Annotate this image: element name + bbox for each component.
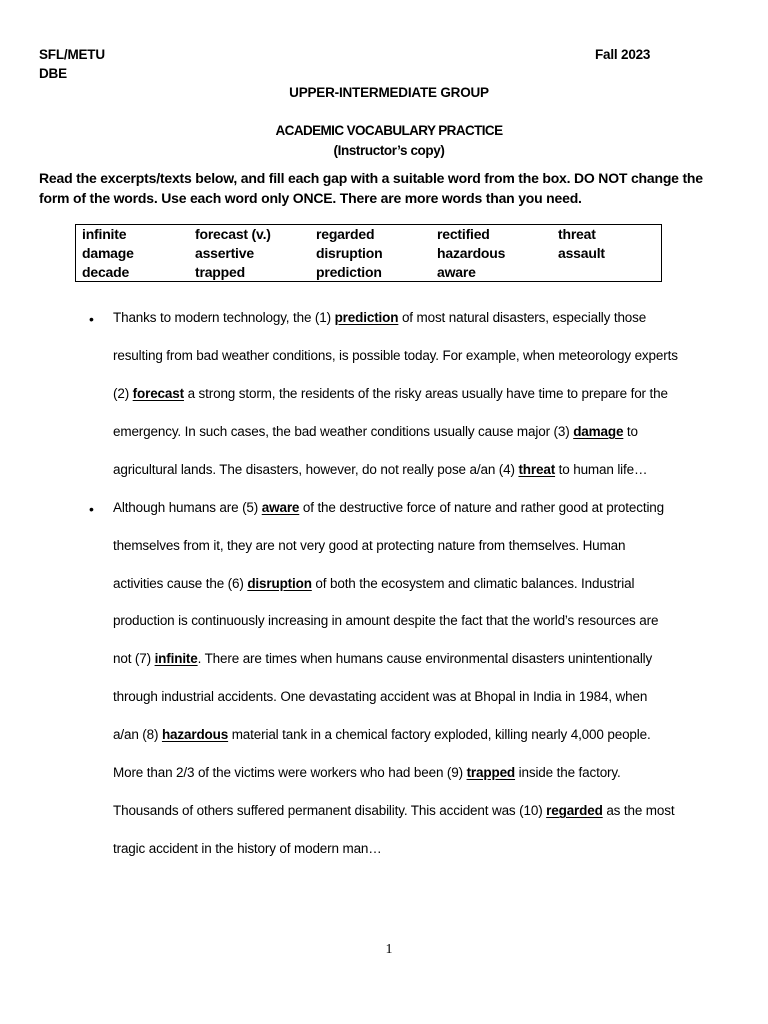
paragraph-line: (2) forecast a strong storm, the residents of the risky areas usually have time to prepare for the [113, 386, 668, 401]
paragraph-line: Thanks to modern technology, the (1) prediction of most natural disasters, especially those [113, 310, 647, 325]
word-box [75, 224, 662, 282]
word-box-word: threat [558, 226, 596, 242]
answer-word: trapped [466, 765, 516, 780]
paragraph-line: not (7) infinite. There are times when humans cause environmental disasters unintentionally [113, 651, 653, 666]
word-box-word: prediction [316, 264, 382, 280]
paragraph-line: agricultural lands. The disasters, however, do not really pose a/an (4) threat to human life… [113, 462, 648, 477]
word-box-word: infinite [82, 226, 127, 242]
word-box-word: assault [558, 245, 605, 261]
paragraph-line: resulting from bad weather conditions, is possible today. For example, when meteorology experts [113, 348, 678, 363]
word-box-word: forecast (v.) [195, 226, 271, 242]
page-subtitle: (Instructor’s copy) [333, 143, 445, 158]
page-number: 1 [385, 942, 393, 957]
word-box-word: disruption [316, 245, 383, 261]
paragraph-line: emergency. In such cases, the bad weather conditions usually cause major (3) damage to [113, 424, 638, 439]
answer-word: regarded [546, 803, 603, 818]
group-heading: UPPER-INTERMEDIATE GROUP [289, 85, 489, 100]
paragraph-line: production is continuously increasing in amount despite the fact that the world’s resources are [113, 613, 659, 628]
answer-word: prediction [334, 310, 399, 325]
word-box-word: regarded [316, 226, 375, 242]
answer-word: infinite [154, 651, 198, 666]
paragraph-line: themselves from it, they are not very good at protecting nature from themselves. Human [113, 538, 626, 553]
paragraph-line: through industrial accidents. One devastating accident was at Bhopal in India in 1984, when [113, 689, 648, 704]
paragraph-line: tragic accident in the history of modern man… [113, 841, 382, 856]
paragraph-line: More than 2/3 of the victims were workers who had been (9) trapped inside the factory. [113, 765, 621, 780]
answer-word: aware [261, 500, 300, 515]
paragraph-line: Thousands of others suffered permanent disability. This accident was (10) regarded as the most [113, 803, 675, 818]
word-box-word: rectified [437, 226, 490, 242]
word-box-word: damage [82, 245, 134, 261]
answer-word: forecast [132, 386, 184, 401]
word-box-word: decade [82, 264, 130, 280]
paragraph-line: a/an (8) hazardous material tank in a chemical factory exploded, killing nearly 4,000 people. [113, 727, 651, 742]
instructions-text: Read the excerpts/texts below, and fill each gap with a suitable word from the box. DO NOT change the form of the words. Use each word only ONCE. There are more words than you need. [39, 170, 703, 206]
word-box-word: aware [437, 264, 476, 280]
answer-word: damage [573, 424, 624, 439]
page-title: ACADEMIC VOCABULARY PRACTICE [275, 123, 503, 138]
word-box-word: hazardous [437, 245, 506, 261]
word-box-word: trapped [195, 264, 245, 280]
answer-word: disruption [247, 576, 312, 591]
bullet-marker: • [89, 501, 94, 517]
paragraph-line: Although humans are (5) aware of the destructive force of nature and rather good at protecting [113, 500, 665, 515]
paragraph-line: activities cause the (6) disruption of both the ecosystem and climatic balances. Industrial [113, 576, 635, 591]
institution-label: SFL/METU [39, 47, 105, 62]
bullet-marker: • [89, 311, 94, 327]
department-label: DBE [39, 66, 67, 81]
word-box-word: assertive [195, 245, 254, 261]
answer-word: hazardous [161, 727, 229, 742]
answer-word: threat [518, 462, 556, 477]
term-label: Fall 2023 [595, 47, 651, 62]
